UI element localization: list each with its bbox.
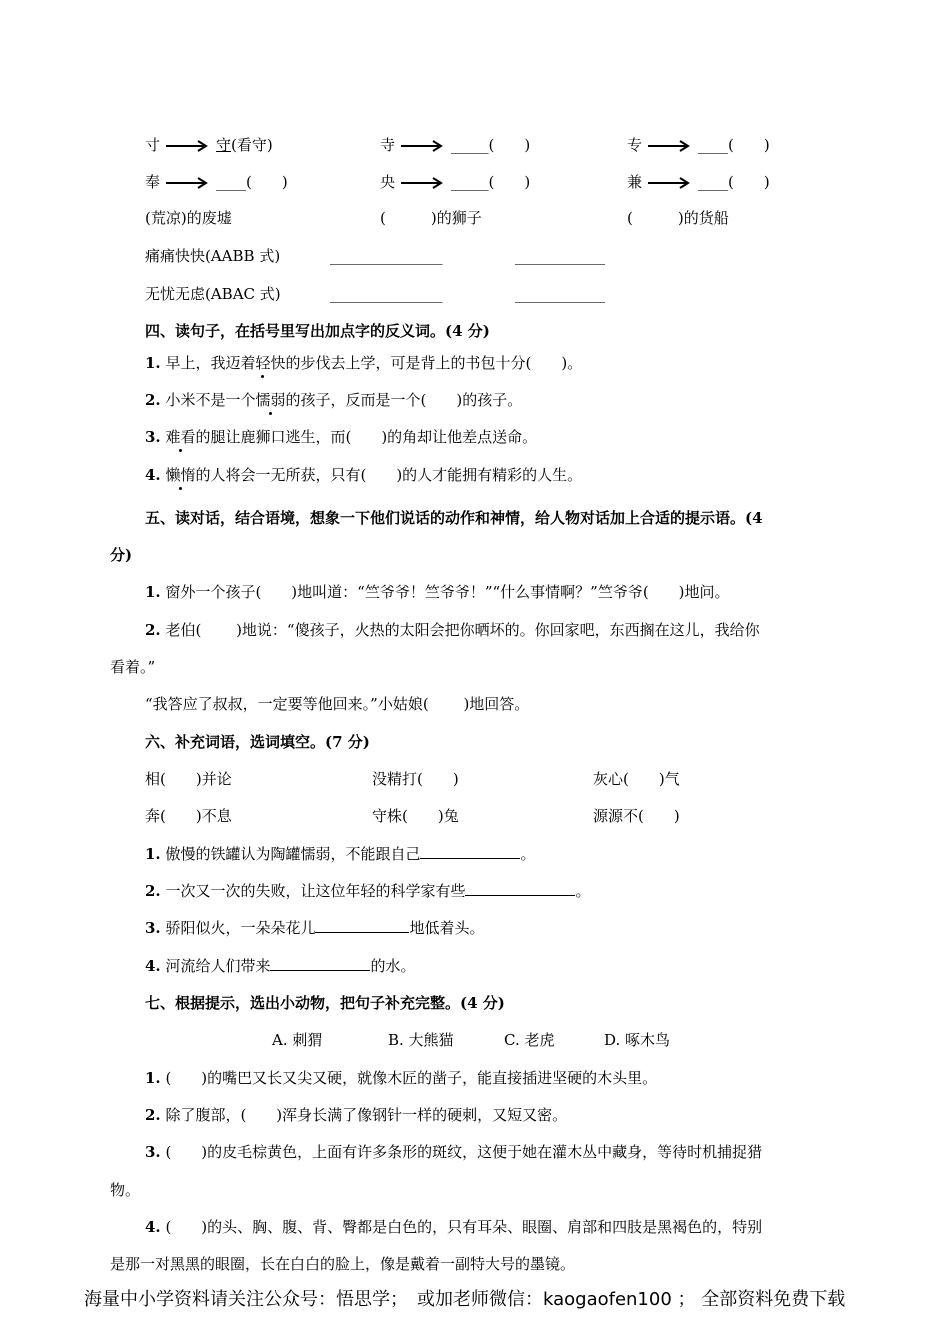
question-number: 1. <box>145 583 161 601</box>
idiom-blank[interactable]: 源源不( ) <box>593 807 680 825</box>
source-char: 兼 <box>627 173 643 191</box>
arrow-right-icon <box>166 140 210 152</box>
phrase-example: (荒凉)的废墟 <box>145 209 232 227</box>
dotted-char: 懒惰 <box>165 466 196 484</box>
section-6-q1 <box>145 844 535 864</box>
question-text[interactable]: ( )的嘴巴又长又尖又硬，就像木匠的凿子，能直接插进坚硬的木头里。 <box>165 1069 658 1087</box>
question-text[interactable]: ( )的皮毛棕黄色，上面有许多条形的斑纹，这便于她在灌木丛中藏身，等待时机捕捉猎 <box>165 1143 763 1161</box>
question-text: 一次又一次的失败，让这位年轻的科学家有些 <box>165 882 466 900</box>
answer-paren[interactable]: ( ) <box>488 136 531 154</box>
source-char: 寸 <box>145 136 161 154</box>
question-number: 1. <box>145 1069 161 1087</box>
abac-blank-2[interactable]: ____________ <box>515 285 605 303</box>
question-text: 的水。 <box>370 957 416 975</box>
answer-paren[interactable]: ( ) <box>728 173 770 191</box>
answer-blank[interactable]: ____ <box>216 173 247 191</box>
phrase-blank-lion[interactable]: ( )的狮子 <box>380 209 482 227</box>
answer-blank[interactable]: ____ <box>698 136 729 154</box>
section-6-heading: 六、补充词语，选词填空。(7 分) <box>145 733 370 751</box>
answer-paren[interactable]: ( ) <box>728 136 770 154</box>
idiom-blank[interactable]: 守株( )兔 <box>372 807 459 825</box>
fill-blank[interactable] <box>465 881 575 896</box>
section-6-q4 <box>145 956 415 976</box>
aabb-blank-2[interactable]: ____________ <box>515 247 605 265</box>
phrase-blank-ship[interactable]: ( )的货船 <box>627 209 729 227</box>
question-number: 2. <box>145 391 161 409</box>
arrow-right-icon <box>648 140 692 152</box>
question-number: 4. <box>145 1218 161 1236</box>
idiom-blank[interactable]: 相( )并论 <box>145 770 232 788</box>
idiom-blank[interactable]: 灰心( )气 <box>593 770 680 788</box>
fill-blank[interactable] <box>270 956 370 971</box>
dotted-char: 懦弱 <box>255 391 286 409</box>
question-text[interactable]: 快的步伐去上学，可是背上的书包十分( )。 <box>270 354 583 372</box>
question-text[interactable]: 的人将会一无所获，只有( )的人才能拥有精彩的人生。 <box>195 466 583 484</box>
option-c: C. 老虎 <box>504 1031 555 1049</box>
arrow-right-icon <box>166 177 210 189</box>
question-number: 3. <box>145 1143 161 1161</box>
section-5-heading: 五、读对话，结合语境，想象一下他们说话的动作和神情，给人物对话加上合适的提示语。(4 <box>145 509 763 527</box>
section-7-q3 <box>145 1142 762 1162</box>
question-text[interactable]: 的腿让鹿狮口逃生，而( )的角却让他差点送命。 <box>195 428 538 446</box>
option-b: B. 大熊猫 <box>388 1031 454 1049</box>
word-row-2-item-2 <box>380 172 530 192</box>
abac-label: 无忧无虑(ABAC 式) <box>145 285 281 303</box>
question-text: 。 <box>520 845 536 863</box>
question-text: 地低着头。 <box>409 919 485 937</box>
answer-blank[interactable]: ____ <box>698 173 729 191</box>
question-number: 3. <box>145 919 161 937</box>
question-text[interactable]: 老伯( )地说：“傻孩子，火热的太阳会把你晒坏的。你回家吧，东西搁在这儿，我给你 <box>165 621 760 639</box>
question-text: 小米不是一个 <box>165 391 256 409</box>
fill-blank[interactable] <box>420 844 520 859</box>
question-text: 骄阳似火，一朵朵花儿 <box>165 919 316 937</box>
aabb-blank-1[interactable]: _______________ <box>330 247 443 265</box>
word-row-1-item-3 <box>627 135 770 155</box>
section-5-q1 <box>145 582 730 602</box>
question-number: 1. <box>145 354 161 372</box>
example-note: (看守) <box>231 136 273 154</box>
section-7-heading: 七、根据提示，选出小动物，把句子补充完整。(4 分) <box>145 994 505 1012</box>
section-5-q3[interactable]: “我答应了叔叔，一定要等他回来。”小姑娘( )地回答。 <box>145 695 530 713</box>
question-number: 3. <box>145 428 161 446</box>
section-6-q3 <box>145 918 484 938</box>
fill-blank[interactable] <box>315 918 409 933</box>
section-4-q4 <box>145 465 582 485</box>
footer-promo: 海量中小学资料请关注公众号：悟思学； 或加老师微信：kaogaofen100 ； 全部资料免费下载 <box>84 1289 846 1310</box>
question-number: 2. <box>145 621 161 639</box>
word-row-1-item-1 <box>145 135 273 155</box>
arrow-right-icon <box>401 177 445 189</box>
source-char: 寺 <box>380 136 396 154</box>
question-text[interactable]: ( )的头、胸、腹、背、臀都是白色的，只有耳朵、眼圈、肩部和四肢是黑褐色的，特别 <box>165 1218 763 1236</box>
word-row-2-item-1 <box>145 172 288 192</box>
section-7-q4 <box>145 1217 762 1237</box>
option-a: A. 刺猬 <box>272 1031 323 1049</box>
answer-blank[interactable]: _____ <box>451 136 489 154</box>
word-row-1-item-2 <box>380 135 530 155</box>
source-char: 专 <box>627 136 643 154</box>
question-text[interactable]: 除了腹部，( )浑身长满了像钢针一样的硬刺，又短又密。 <box>165 1106 568 1124</box>
example-answer: 守 <box>216 136 232 154</box>
abac-blank-1[interactable]: _______________ <box>330 285 443 303</box>
question-text: 早上，我迈着 <box>165 354 256 372</box>
answer-paren[interactable]: ( ) <box>488 173 531 191</box>
section-7-q4-cont: 是那一对黑黑的眼圈，长在白白的脸上，像是戴着一副特大号的墨镜。 <box>110 1255 576 1273</box>
aabb-label: 痛痛快快(AABB 式) <box>145 247 281 265</box>
section-5-heading-cont: 分) <box>110 546 133 564</box>
question-number: 4. <box>145 957 161 975</box>
idiom-blank[interactable]: 没精打( ) <box>372 770 459 788</box>
section-5-q2 <box>145 620 760 640</box>
section-7-q1 <box>145 1068 657 1088</box>
section-6-q2 <box>145 881 590 901</box>
question-text: 河流给人们带来 <box>165 957 271 975</box>
question-text[interactable]: 窗外一个孩子( )地叫道：“竺爷爷！竺爷爷！”“什么事情啊？”竺爷爷( )地问。 <box>165 583 730 601</box>
dotted-char: 难看 <box>165 428 196 446</box>
question-text: 傲慢的铁罐认为陶罐懦弱，不能跟自己 <box>165 845 421 863</box>
question-text[interactable]: 的孩子，反而是一个( )的孩子。 <box>285 391 523 409</box>
question-number: 4. <box>145 466 161 484</box>
section-4-q2 <box>145 390 522 410</box>
section-4-heading: 四、读句子，在括号里写出加点字的反义词。(4 分) <box>145 322 490 340</box>
arrow-right-icon <box>648 177 692 189</box>
answer-blank[interactable]: _____ <box>451 173 489 191</box>
question-number: 1. <box>145 845 161 863</box>
source-char: 奉 <box>145 173 161 191</box>
question-number: 2. <box>145 882 161 900</box>
source-char: 央 <box>380 173 396 191</box>
question-number: 2. <box>145 1106 161 1124</box>
dotted-char: 轻 <box>255 354 271 372</box>
idiom-blank[interactable]: 奔( )不息 <box>145 807 232 825</box>
option-d: D. 啄木鸟 <box>604 1031 671 1049</box>
answer-paren[interactable]: ( ) <box>246 173 288 191</box>
section-7-q3-cont: 物。 <box>110 1181 141 1199</box>
section-5-q2-cont: 看着。” <box>110 658 156 676</box>
section-4-q3 <box>145 427 537 447</box>
section-4-q1 <box>145 353 582 373</box>
word-row-2-item-3 <box>627 172 770 192</box>
question-text: 。 <box>575 882 591 900</box>
section-7-q2 <box>145 1105 567 1125</box>
arrow-right-icon <box>401 140 445 152</box>
